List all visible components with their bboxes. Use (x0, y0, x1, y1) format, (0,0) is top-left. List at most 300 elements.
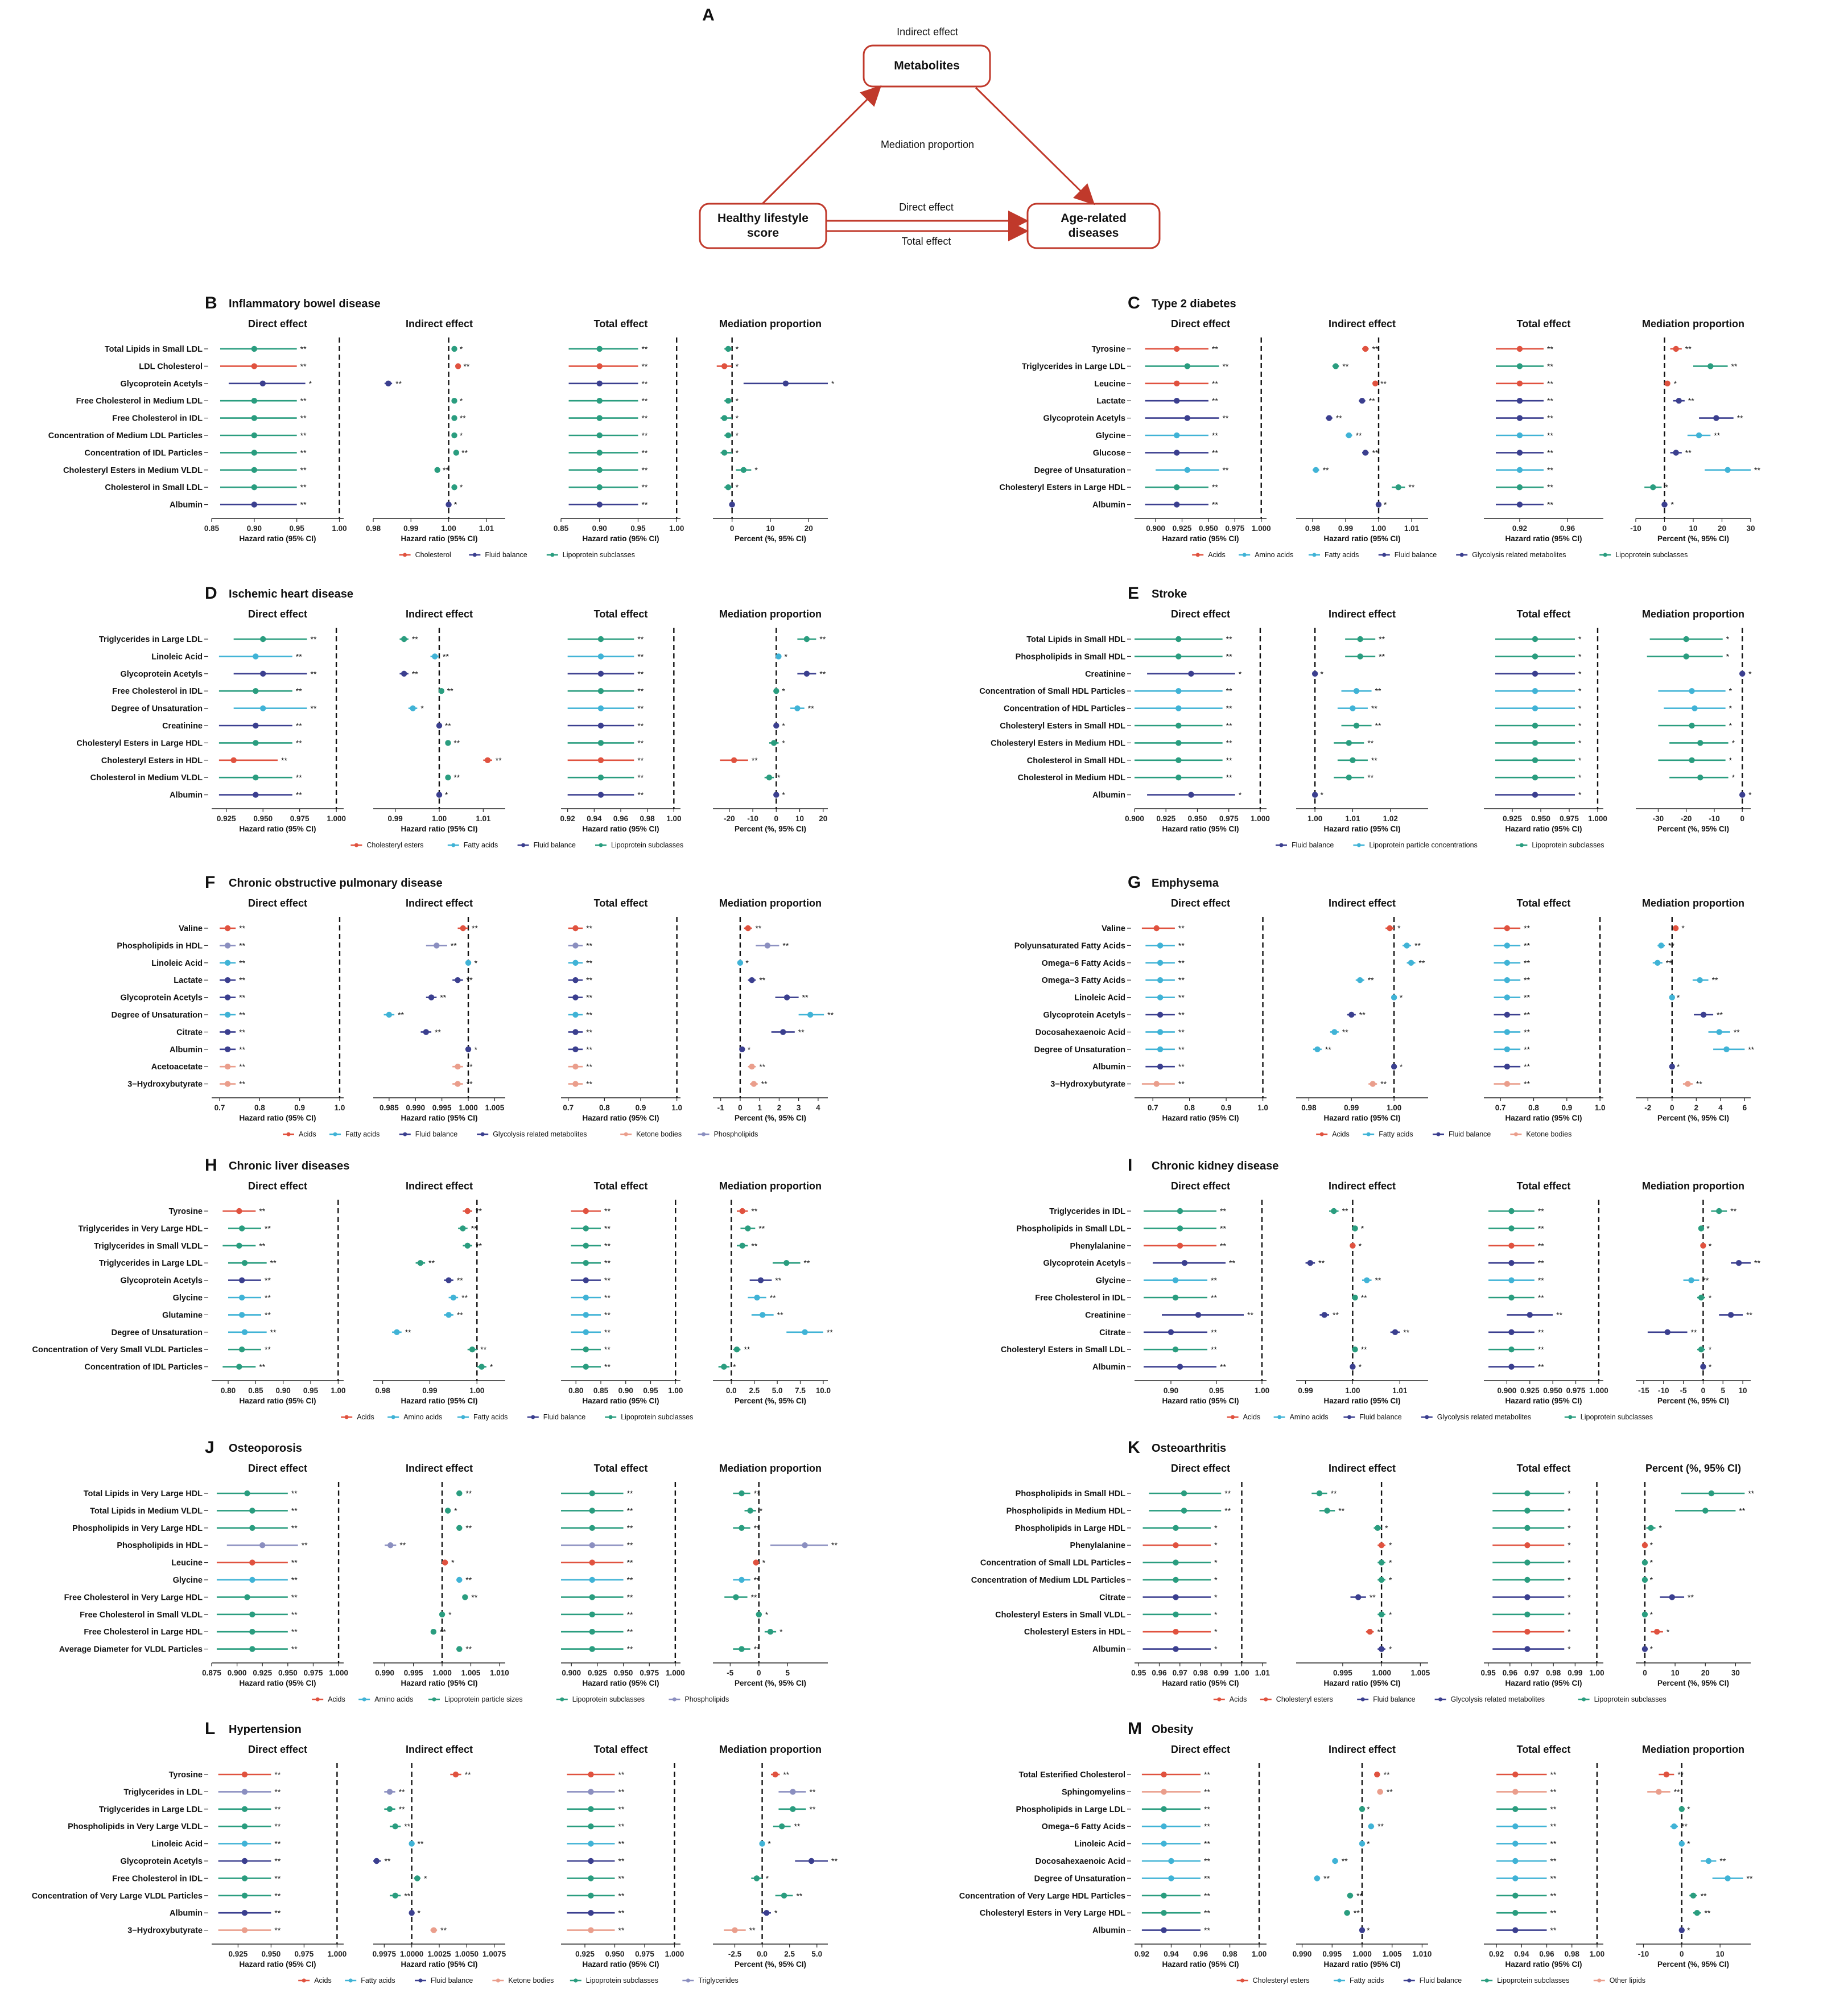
significance-mark: * (451, 1558, 455, 1567)
significance-mark: ** (1226, 773, 1232, 783)
significance-mark: * (1578, 790, 1582, 800)
x-tick-label: 0.950 (278, 1669, 298, 1677)
x-tick-label: 4 (1718, 1104, 1723, 1112)
significance-mark: ** (239, 1062, 246, 1072)
significance-mark: ** (399, 1541, 406, 1550)
diagram-panel-letter: A (702, 6, 715, 24)
estimate-point (732, 1927, 737, 1933)
estimate-point (1642, 1559, 1648, 1565)
significance-mark: ** (759, 1062, 766, 1072)
significance-mark: ** (239, 975, 246, 985)
significance-mark: ** (1733, 1027, 1740, 1037)
significance-mark: ** (300, 465, 307, 475)
x-tick-label: 0.950 (261, 1950, 281, 1958)
significance-mark: ** (1668, 941, 1674, 950)
x-axis-label: Hazard ratio (95% CI) (239, 1397, 316, 1405)
significance-mark: ** (447, 686, 453, 696)
estimate-point (465, 1208, 471, 1214)
estimate-point (451, 1295, 456, 1300)
significance-mark: * (1673, 378, 1677, 388)
significance-mark: ** (626, 1644, 633, 1654)
outcome-box (1028, 204, 1160, 248)
legend-dot (673, 1698, 676, 1702)
estimate-point (598, 775, 604, 780)
legend-dot (391, 1415, 395, 1419)
estimate-point (1173, 1277, 1178, 1283)
x-tick-label: 0.99 (387, 814, 403, 823)
row-label: Triglycerides in LDL (123, 1788, 203, 1797)
significance-mark: * (424, 1874, 427, 1883)
estimate-point (1504, 960, 1510, 966)
estimate-point (1350, 1243, 1355, 1249)
subpanel-title: Indirect effect (405, 608, 473, 620)
legend-dot (287, 1133, 291, 1137)
significance-mark: ** (1211, 431, 1218, 440)
x-tick-label: 0.995 (432, 1104, 452, 1112)
legend-dot (362, 1698, 366, 1702)
estimate-point (1175, 653, 1181, 659)
significance-mark: ** (291, 1575, 298, 1584)
x-tick-label: 0.0 (757, 1950, 768, 1958)
x-tick-label: 1.00 (1254, 1386, 1270, 1395)
significance-mark: ** (459, 413, 466, 423)
x-tick-label: 10 (1670, 1669, 1680, 1677)
legend-dot (461, 1415, 465, 1419)
x-axis-label: Percent (%, 95% CI) (1657, 1397, 1730, 1405)
subpanel-3 (713, 318, 835, 543)
estimate-point (1379, 1612, 1384, 1617)
panel-letter: C (1128, 294, 1140, 312)
estimate-point (1391, 994, 1397, 1000)
significance-mark: ** (1372, 448, 1379, 458)
significance-mark: ** (637, 755, 644, 765)
estimate-point (572, 1029, 578, 1035)
forest-plots (32, 294, 1761, 1984)
estimate-point (572, 1012, 578, 1018)
significance-mark: ** (1550, 1908, 1557, 1918)
panel-letter: H (205, 1156, 217, 1175)
arrow-exposure-to-mediator (762, 88, 879, 204)
estimate-point (1174, 381, 1179, 386)
x-tick-label: -10 (1630, 524, 1641, 533)
x-tick-label: 2 (1694, 1104, 1699, 1112)
estimate-point (1517, 450, 1523, 455)
estimate-point (807, 1012, 813, 1018)
x-tick-label: 0.98 (1546, 1669, 1561, 1677)
estimate-point (1517, 501, 1523, 507)
x-axis-label: Hazard ratio (95% CI) (1505, 1114, 1582, 1122)
row-label: Linoleic Acid (151, 1839, 203, 1849)
row-label: Albumin (1092, 500, 1125, 510)
significance-mark: * (1367, 1925, 1370, 1935)
estimate-point (253, 740, 258, 746)
subpanel-1 (373, 897, 505, 1122)
significance-mark: ** (461, 1293, 468, 1302)
estimate-point (1517, 415, 1523, 421)
x-tick-label: 1.00 (1589, 1950, 1605, 1958)
x-tick-label: 0.95 (630, 524, 646, 533)
row-label: Total Lipids in Medium VLDL (90, 1506, 203, 1516)
estimate-point (1370, 1081, 1376, 1086)
significance-mark: ** (1547, 413, 1553, 423)
legend-item: Amino acids (374, 1695, 414, 1703)
estimate-point (251, 415, 257, 421)
significance-mark: * (735, 448, 739, 458)
significance-mark: * (308, 378, 312, 388)
x-axis-label: Hazard ratio (95% CI) (1323, 1679, 1401, 1687)
row-label: Albumin (1092, 1063, 1125, 1072)
x-tick-label: -10 (1637, 1950, 1649, 1958)
estimate-point (453, 450, 459, 455)
x-axis-label: Hazard ratio (95% CI) (239, 825, 316, 833)
x-axis-label: Percent (%, 95% CI) (1657, 1679, 1730, 1687)
estimate-point (387, 1789, 393, 1794)
row-label: Phospholipids in Small HDL (1015, 652, 1125, 662)
x-tick-label: -1 (717, 1104, 724, 1112)
estimate-point (583, 1295, 589, 1300)
legend-item: Lipoprotein subclasses (1594, 1695, 1666, 1703)
significance-mark: ** (618, 1787, 625, 1797)
estimate-point (771, 740, 777, 746)
significance-mark: * (1568, 1506, 1571, 1516)
estimate-point (1182, 1260, 1187, 1266)
significance-mark: ** (295, 686, 302, 696)
estimate-point (1368, 1823, 1374, 1829)
x-tick-label: 20 (1701, 1669, 1710, 1677)
x-axis-label: Hazard ratio (95% CI) (1162, 1679, 1239, 1687)
row-label: Valine (1102, 924, 1125, 933)
x-tick-label: 0.0 (725, 1386, 737, 1395)
significance-mark: * (782, 721, 785, 730)
significance-mark: * (1568, 1489, 1571, 1498)
x-tick-label: 0.96 (1193, 1950, 1208, 1958)
estimate-point (721, 450, 727, 455)
row-label: Cholesteryl Esters in Very Large HDL (979, 1909, 1125, 1918)
x-tick-label: 0.98 (1222, 1950, 1238, 1958)
subpanel-1 (373, 1180, 505, 1405)
estimate-point (740, 1208, 745, 1214)
estimate-point (401, 671, 407, 677)
significance-mark: ** (1178, 958, 1185, 967)
significance-mark: * (735, 431, 739, 440)
row-label: Omega−6 Fatty Acids (1041, 958, 1125, 968)
legend-item: Fluid balance (1419, 1977, 1462, 1984)
estimate-point (1524, 1577, 1530, 1583)
x-tick-label: 1.000 (1588, 814, 1607, 823)
x-tick-label: 0.7 (214, 1104, 225, 1112)
row-label: Concentration of Very Large HDL Particles (959, 1891, 1125, 1901)
estimate-point (1671, 1823, 1677, 1829)
row-label: Free Cholesterol in Small VLDL (80, 1610, 203, 1620)
direct-effect-label: Direct effect (899, 201, 954, 213)
significance-mark: ** (1204, 1874, 1210, 1883)
x-tick-label: 0.8 (599, 1104, 610, 1112)
x-tick-label: 0.9975 (372, 1950, 396, 1958)
estimate-point (779, 1823, 785, 1829)
significance-mark: * (1568, 1541, 1571, 1550)
row-label: Cholesteryl Esters in HDL (101, 756, 203, 765)
estimate-point (1352, 1295, 1358, 1300)
x-tick-label: 0.950 (1199, 524, 1218, 533)
x-tick-label: 1.00 (1371, 524, 1387, 533)
x-tick-label: 0.85 (553, 524, 569, 533)
estimate-point (589, 1508, 595, 1513)
estimate-point (1168, 1329, 1174, 1335)
x-tick-label: 0.7 (1147, 1104, 1158, 1112)
subpanel-2 (1480, 1463, 1604, 1687)
significance-mark: ** (604, 1241, 610, 1250)
significance-mark: ** (239, 924, 246, 933)
estimate-point (589, 1525, 595, 1531)
significance-mark: ** (1524, 975, 1531, 985)
row-label: Glycine (172, 1576, 203, 1585)
x-tick-label: 10 (1738, 1386, 1747, 1395)
x-tick-label: 0.97 (1172, 1669, 1187, 1677)
estimate-point (1517, 346, 1523, 352)
subpanel-2 (1484, 897, 1606, 1122)
x-axis-label: Hazard ratio (95% CI) (1323, 1397, 1401, 1405)
significance-mark: ** (1178, 993, 1185, 1002)
legend-item: Fluid balance (1359, 1413, 1402, 1421)
significance-mark: ** (265, 1345, 271, 1354)
significance-mark: ** (1224, 1489, 1231, 1498)
x-axis-label: Hazard ratio (95% CI) (1162, 825, 1239, 833)
subpanel-2 (561, 897, 682, 1122)
estimate-point (1350, 705, 1355, 711)
significance-mark: ** (1211, 483, 1218, 492)
estimate-point (598, 688, 604, 694)
panel-e (979, 584, 1752, 849)
row-label: Phospholipids in Large HDL (1014, 1524, 1125, 1533)
significance-mark: * (1708, 1345, 1712, 1354)
x-tick-label: 1.000 (665, 1669, 685, 1677)
estimate-point (1642, 1542, 1648, 1548)
significance-mark: * (1726, 635, 1730, 644)
total-effect-label: Total effect (901, 236, 951, 247)
estimate-point (446, 501, 451, 507)
x-tick-label: -30 (1652, 814, 1664, 823)
subpanel-title: Total effect (593, 1744, 648, 1755)
estimate-point (1346, 775, 1352, 780)
estimate-point (1161, 1806, 1166, 1812)
legend (312, 1695, 729, 1703)
significance-mark: ** (1537, 1207, 1544, 1216)
significance-mark: * (765, 1609, 769, 1619)
x-tick-label: 0.950 (1531, 814, 1550, 823)
x-tick-label: 0.975 (1560, 814, 1579, 823)
estimate-point (242, 1806, 248, 1812)
estimate-point (583, 1312, 589, 1317)
significance-mark: ** (1342, 361, 1349, 371)
x-tick-label: -10 (747, 814, 758, 823)
legend-dot (316, 1698, 320, 1702)
estimate-point (751, 1081, 757, 1086)
estimate-point (1524, 1612, 1530, 1617)
significance-mark: * (1214, 1575, 1218, 1584)
estimate-point (1508, 1225, 1514, 1231)
estimate-point (1157, 994, 1163, 1000)
estimate-point (1363, 450, 1368, 455)
significance-mark: ** (398, 1010, 405, 1019)
x-tick-label: 0 (1680, 1950, 1684, 1958)
significance-mark: * (759, 1506, 763, 1516)
estimate-point (588, 1927, 593, 1933)
subpanel-1 (1296, 1463, 1430, 1687)
estimate-point (1673, 346, 1679, 352)
significance-mark: ** (751, 1241, 758, 1250)
estimate-point (589, 1646, 595, 1652)
significance-mark: ** (1550, 1839, 1557, 1848)
significance-mark: ** (637, 773, 644, 783)
x-tick-label: -5 (1680, 1386, 1687, 1395)
estimate-point (1314, 1875, 1320, 1881)
x-tick-label: 5 (785, 1669, 790, 1677)
significance-mark: ** (265, 1293, 271, 1302)
x-axis-label: Hazard ratio (95% CI) (1505, 1397, 1582, 1405)
x-tick-label: 1.02 (1383, 814, 1398, 823)
significance-mark: ** (1379, 635, 1385, 644)
significance-mark: * (1568, 1627, 1571, 1637)
x-tick-label: 0.98 (1564, 1950, 1579, 1958)
estimate-point (1326, 415, 1332, 421)
estimate-point (1517, 467, 1523, 473)
significance-mark: ** (1547, 361, 1553, 371)
subpanel-1 (1296, 318, 1428, 543)
significance-mark: ** (440, 993, 447, 1002)
significance-mark: ** (1380, 378, 1387, 388)
estimate-point (410, 705, 415, 711)
estimate-point (251, 450, 257, 455)
significance-mark: ** (1211, 1293, 1217, 1302)
significance-mark: ** (1375, 721, 1381, 730)
estimate-point (808, 1858, 814, 1864)
significance-mark: ** (1330, 1489, 1337, 1498)
row-label: Albumin (170, 790, 203, 800)
estimate-point (1508, 1364, 1514, 1369)
x-tick-label: 0.80 (568, 1386, 584, 1395)
x-tick-label: 1.0 (1257, 1104, 1268, 1112)
legend-item: Lipoprotein particle concentrations (1369, 841, 1478, 849)
estimate-point (1324, 1508, 1330, 1513)
estimate-point (453, 1772, 459, 1777)
subpanel-3 (713, 608, 828, 833)
x-tick-label: 1.00 (669, 524, 684, 533)
legend-dot (550, 553, 554, 557)
estimate-point (1157, 1029, 1163, 1035)
legend-dot (302, 1979, 306, 1983)
mediation-diagram (700, 6, 1160, 248)
legend-item: Lipoprotein subclasses (611, 841, 684, 849)
estimate-point (455, 977, 460, 983)
significance-mark: ** (1204, 1770, 1210, 1779)
x-tick-label: 7.5 (795, 1386, 806, 1395)
panel-title: Osteoarthritis (1152, 1442, 1227, 1455)
significance-mark: * (453, 500, 457, 509)
x-tick-label: 0.96 (1502, 1669, 1517, 1677)
subpanel-title: Mediation proportion (1642, 1180, 1744, 1192)
significance-mark: ** (750, 1592, 757, 1602)
estimate-point (251, 467, 257, 473)
significance-mark: ** (798, 1027, 805, 1037)
subpanel-title: Indirect effect (1328, 1180, 1396, 1192)
panel-l (32, 1719, 838, 1984)
estimate-point (225, 1029, 230, 1035)
significance-mark: ** (1702, 1275, 1709, 1285)
significance-mark: ** (1220, 1207, 1226, 1216)
row-label: Linoleic Acid (1074, 993, 1125, 1003)
estimate-point (589, 1559, 595, 1565)
significance-mark: ** (626, 1506, 633, 1516)
estimate-point (1661, 501, 1667, 507)
significance-mark: ** (637, 686, 644, 696)
significance-mark: ** (1367, 773, 1374, 783)
estimate-point (1153, 1081, 1159, 1086)
estimate-point (1683, 636, 1689, 642)
significance-mark: * (1726, 652, 1730, 661)
significance-mark: ** (1746, 1874, 1753, 1883)
x-axis-label: Percent (%, 95% CI) (734, 1397, 807, 1405)
x-axis-label: Percent (%, 95% CI) (734, 1960, 807, 1969)
x-axis-label: Hazard ratio (95% CI) (582, 534, 659, 543)
x-tick-label: 0.85 (593, 1386, 609, 1395)
estimate-point (1157, 960, 1163, 966)
significance-mark: ** (1204, 1925, 1210, 1935)
significance-mark: ** (1380, 1079, 1387, 1089)
significance-mark: ** (826, 1327, 833, 1337)
legend-dot (432, 1698, 436, 1702)
estimate-point (446, 1312, 451, 1317)
significance-mark: ** (753, 1644, 760, 1654)
significance-mark: * (784, 652, 788, 661)
estimate-point (1174, 501, 1179, 507)
subpanel-0 (212, 1744, 346, 1969)
significance-mark: ** (1211, 378, 1218, 388)
significance-mark: * (459, 483, 463, 492)
x-tick-label: 0.99 (1298, 1386, 1313, 1395)
significance-mark: * (1729, 686, 1732, 696)
significance-mark: ** (586, 1010, 593, 1019)
estimate-point (1357, 636, 1363, 642)
significance-mark: * (1358, 1241, 1362, 1250)
subpanel-0 (1135, 1180, 1269, 1405)
legend-item: Acids (1208, 551, 1226, 559)
significance-mark: ** (796, 1891, 803, 1900)
estimate-point (1387, 925, 1392, 931)
estimate-point (1359, 1806, 1365, 1812)
subpanel-title: Total effect (1516, 1744, 1571, 1755)
row-label: Phospholipids in HDL (117, 1541, 203, 1551)
significance-mark: * (1578, 738, 1582, 748)
x-tick-label: 0.990 (375, 1669, 395, 1677)
row-label: Cholesteryl Esters in HDL (1024, 1628, 1125, 1637)
significance-mark: ** (1226, 721, 1232, 730)
panel-letter: F (205, 873, 216, 892)
significance-mark: ** (618, 1891, 625, 1900)
estimate-point (242, 1875, 248, 1881)
significance-mark: ** (1359, 1010, 1366, 1019)
significance-mark: ** (758, 1224, 765, 1233)
row-label: Concentration of Small HDL Particles (979, 687, 1125, 697)
estimate-point (572, 1064, 578, 1069)
legend-dot (560, 1698, 564, 1702)
estimate-point (436, 792, 442, 797)
row-label: Phospholipids in Medium HDL (1006, 1506, 1125, 1516)
significance-mark: * (1708, 1241, 1712, 1250)
significance-mark: * (754, 465, 758, 475)
row-label: Valine (179, 924, 203, 933)
estimate-point (589, 1594, 595, 1600)
significance-mark: ** (827, 1010, 834, 1019)
